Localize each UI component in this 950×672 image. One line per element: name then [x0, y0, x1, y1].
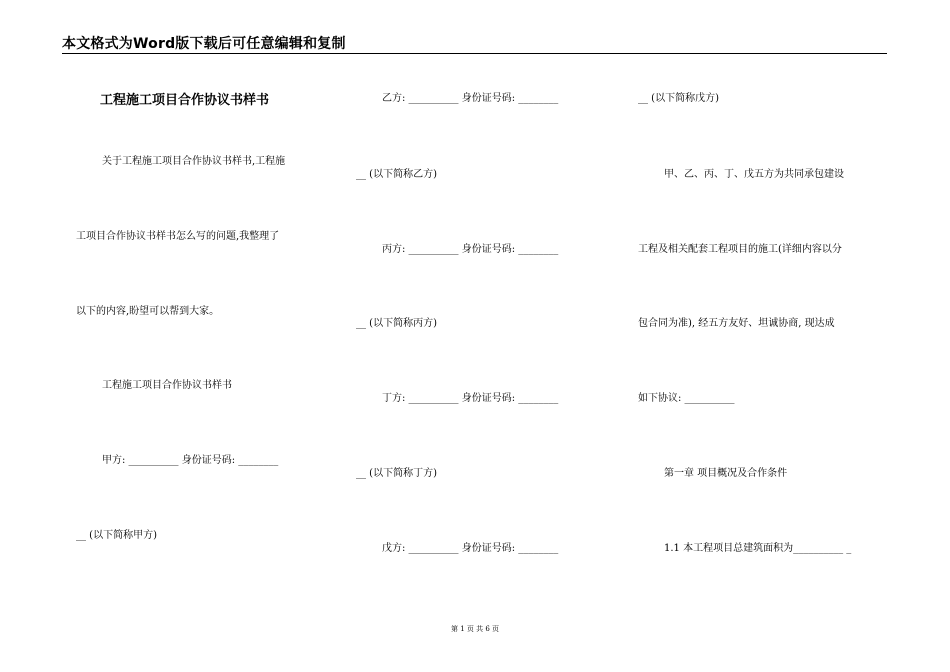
- party-c-line: 丙方: __________ 身份证号码: ________: [382, 244, 559, 255]
- paragraph-line: 甲、乙、丙、丁、戊五方为共同承包建设: [664, 169, 844, 180]
- paragraph-line: 如下协议: __________: [638, 393, 735, 404]
- header-rule: [62, 53, 887, 54]
- paragraph-line: 工程施工项目合作协议书样书: [102, 380, 232, 391]
- document-title: 工程施工项目合作协议书样书: [100, 93, 270, 108]
- paragraph-line: __ (以下简称丙方): [356, 318, 437, 329]
- paragraph-line: 1.1 本工程项目总建筑面积为__________ _: [664, 543, 852, 554]
- paragraph-line: 工项目合作协议书样书怎么写的问题,我整理了: [76, 231, 280, 242]
- paragraph-line: 关于工程施工项目合作协议书样书,工程施: [102, 156, 286, 167]
- paragraph-line: __ (以下简称乙方): [356, 169, 437, 180]
- page-number-footer: 第 1 页 共 6 页: [450, 625, 500, 633]
- party-b-line: 乙方: __________ 身份证号码: ________: [382, 93, 559, 104]
- paragraph-line: __ (以下简称甲方): [76, 530, 157, 541]
- paragraph-line: __ (以下简称戊方): [638, 93, 719, 104]
- party-d-line: 丁方: __________ 身份证号码: ________: [382, 393, 559, 404]
- party-e-line: 戊方: __________ 身份证号码: ________: [382, 543, 559, 554]
- party-a-line: 甲方: __________ 身份证号码: ________: [102, 455, 279, 466]
- paragraph-line: 工程及相关配套工程项目的施工(详细内容以分: [638, 244, 842, 255]
- paragraph-line: __ (以下简称丁方): [356, 468, 437, 479]
- paragraph-line: 以下的内容,盼望可以帮到大家。: [76, 306, 220, 317]
- chapter-heading: 第一章 项目概况及合作条件: [664, 468, 788, 479]
- document-header: 本文格式为Word版下载后可任意编辑和复制: [62, 36, 346, 52]
- paragraph-line: 包合同为准), 经五方友好、坦诚协商, 现达成: [638, 318, 835, 329]
